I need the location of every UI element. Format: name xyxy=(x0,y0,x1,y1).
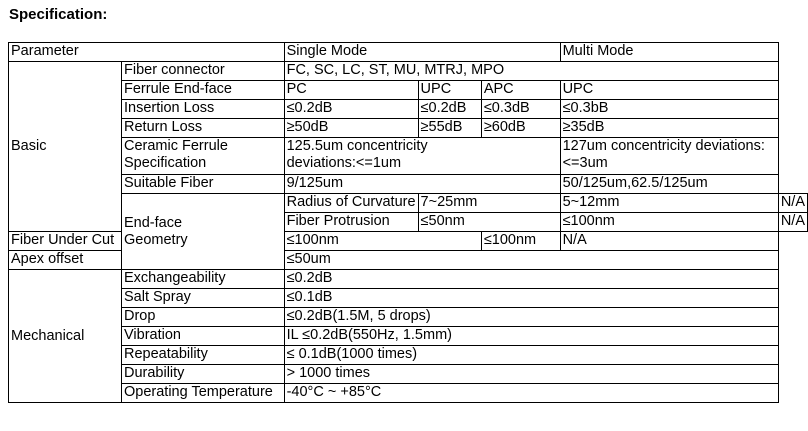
insertion-loss-upc: ≤0.2dB xyxy=(418,100,481,119)
protrusion-mm: N/A xyxy=(778,213,807,232)
row-drop xyxy=(9,308,808,327)
label-operating-temperature: Operating Temperature xyxy=(122,384,285,403)
under-cut-apc: ≤100nm xyxy=(481,232,560,251)
specification-table xyxy=(8,42,808,403)
row-vibration xyxy=(9,327,808,346)
protrusion-pc-upc: ≤50nm xyxy=(418,213,560,232)
row-radius-of-curvature xyxy=(9,194,808,213)
page-heading: Specification: xyxy=(9,6,108,23)
insertion-loss-pc: ≤0.2dB xyxy=(284,100,418,119)
row-operating-temperature xyxy=(9,384,808,403)
row-suitable-fiber xyxy=(9,175,808,194)
header-multi-mode: Multi Mode xyxy=(560,43,778,62)
suitable-fiber-mm: 50/125um,62.5/125um xyxy=(560,175,778,194)
ceramic-ferrule-sm-line2: deviations:<=1um xyxy=(286,155,402,171)
radius-mm: N/A xyxy=(778,194,807,213)
group-end-face-line2: Geometry xyxy=(124,231,188,248)
group-mechanical: Mechanical xyxy=(9,270,122,403)
row-fiber-connector xyxy=(9,62,808,81)
return-loss-mm: ≥35dB xyxy=(560,119,778,138)
ferrule-mm: UPC xyxy=(560,81,778,100)
header-parameter: Parameter xyxy=(9,43,285,62)
label-exchangeability: Exchangeability xyxy=(122,270,285,289)
ceramic-ferrule-single-mode xyxy=(284,138,560,175)
ceramic-ferrule-multi-mode xyxy=(560,138,778,175)
label-fiber-protrusion: Fiber Protrusion xyxy=(284,213,418,232)
ceramic-ferrule-mm-line2: <=3um xyxy=(562,155,608,171)
row-insertion-loss xyxy=(9,100,808,119)
under-cut-mm: N/A xyxy=(560,232,778,251)
label-fiber-connector: Fiber connector xyxy=(122,62,285,81)
group-end-face-line1: End-face xyxy=(124,214,183,231)
apex-offset-value: ≤50um xyxy=(284,251,778,270)
under-cut-pc-upc: ≤100nm xyxy=(284,232,481,251)
insertion-loss-mm: ≤0.3bB xyxy=(560,100,778,119)
row-ceramic-ferrule xyxy=(9,138,808,175)
ferrule-apc: APC xyxy=(481,81,560,100)
header-single-mode: Single Mode xyxy=(284,43,560,62)
label-vibration: Vibration xyxy=(122,327,285,346)
label-salt-spray: Salt Spray xyxy=(122,289,285,308)
protrusion-apc: ≤100nm xyxy=(560,213,778,232)
radius-apc: 5~12mm xyxy=(560,194,778,213)
value-vibration: IL ≤0.2dB(550Hz, 1.5mm) xyxy=(284,327,778,346)
row-repeatability xyxy=(9,346,808,365)
suitable-fiber-sm: 9/125um xyxy=(284,175,560,194)
label-durability: Durability xyxy=(122,365,285,384)
ceramic-ferrule-mm-line1: 127um concentricity deviations: xyxy=(562,138,765,154)
value-drop: ≤0.2dB(1.5M, 5 drops) xyxy=(284,308,778,327)
ferrule-upc: UPC xyxy=(418,81,481,100)
value-exchangeability: ≤0.2dB xyxy=(284,270,778,289)
group-basic: Basic xyxy=(9,62,122,232)
row-exchangeability xyxy=(9,270,808,289)
row-salt-spray xyxy=(9,289,808,308)
row-ferrule-end-face xyxy=(9,81,808,100)
label-apex-offset: Apex offset xyxy=(9,251,122,270)
label-insertion-loss: Insertion Loss xyxy=(122,100,285,119)
label-repeatability: Repeatability xyxy=(122,346,285,365)
return-loss-pc: ≥50dB xyxy=(284,119,418,138)
value-salt-spray: ≤0.1dB xyxy=(284,289,778,308)
insertion-loss-apc: ≤0.3dB xyxy=(481,100,560,119)
group-end-face-geometry xyxy=(122,194,285,270)
row-return-loss xyxy=(9,119,808,138)
value-fiber-connector: FC, SC, LC, ST, MU, MTRJ, MPO xyxy=(284,62,778,81)
label-drop: Drop xyxy=(122,308,285,327)
return-loss-upc: ≥55dB xyxy=(418,119,481,138)
header-row xyxy=(9,43,808,62)
label-return-loss: Return Loss xyxy=(122,119,285,138)
return-loss-apc: ≥60dB xyxy=(481,119,560,138)
ferrule-pc: PC xyxy=(284,81,418,100)
radius-pc-upc: 7~25mm xyxy=(418,194,560,213)
label-ceramic-ferrule-line1: Ceramic Ferrule xyxy=(124,138,228,154)
value-operating-temperature: -40°C ~ +85°C xyxy=(284,384,778,403)
value-repeatability: ≤ 0.1dB(1000 times) xyxy=(284,346,778,365)
label-ferrule-end-face: Ferrule End-face xyxy=(122,81,285,100)
label-radius-of-curvature: Radius of Curvature xyxy=(284,194,418,213)
row-durability xyxy=(9,365,808,384)
ceramic-ferrule-sm-line1: 125.5um concentricity xyxy=(286,138,428,154)
label-fiber-under-cut: Fiber Under Cut xyxy=(9,232,122,251)
label-suitable-fiber: Suitable Fiber xyxy=(122,175,285,194)
label-ceramic-ferrule xyxy=(122,138,285,175)
value-durability: > 1000 times xyxy=(284,365,778,384)
label-ceramic-ferrule-line2: Specification xyxy=(124,155,207,171)
